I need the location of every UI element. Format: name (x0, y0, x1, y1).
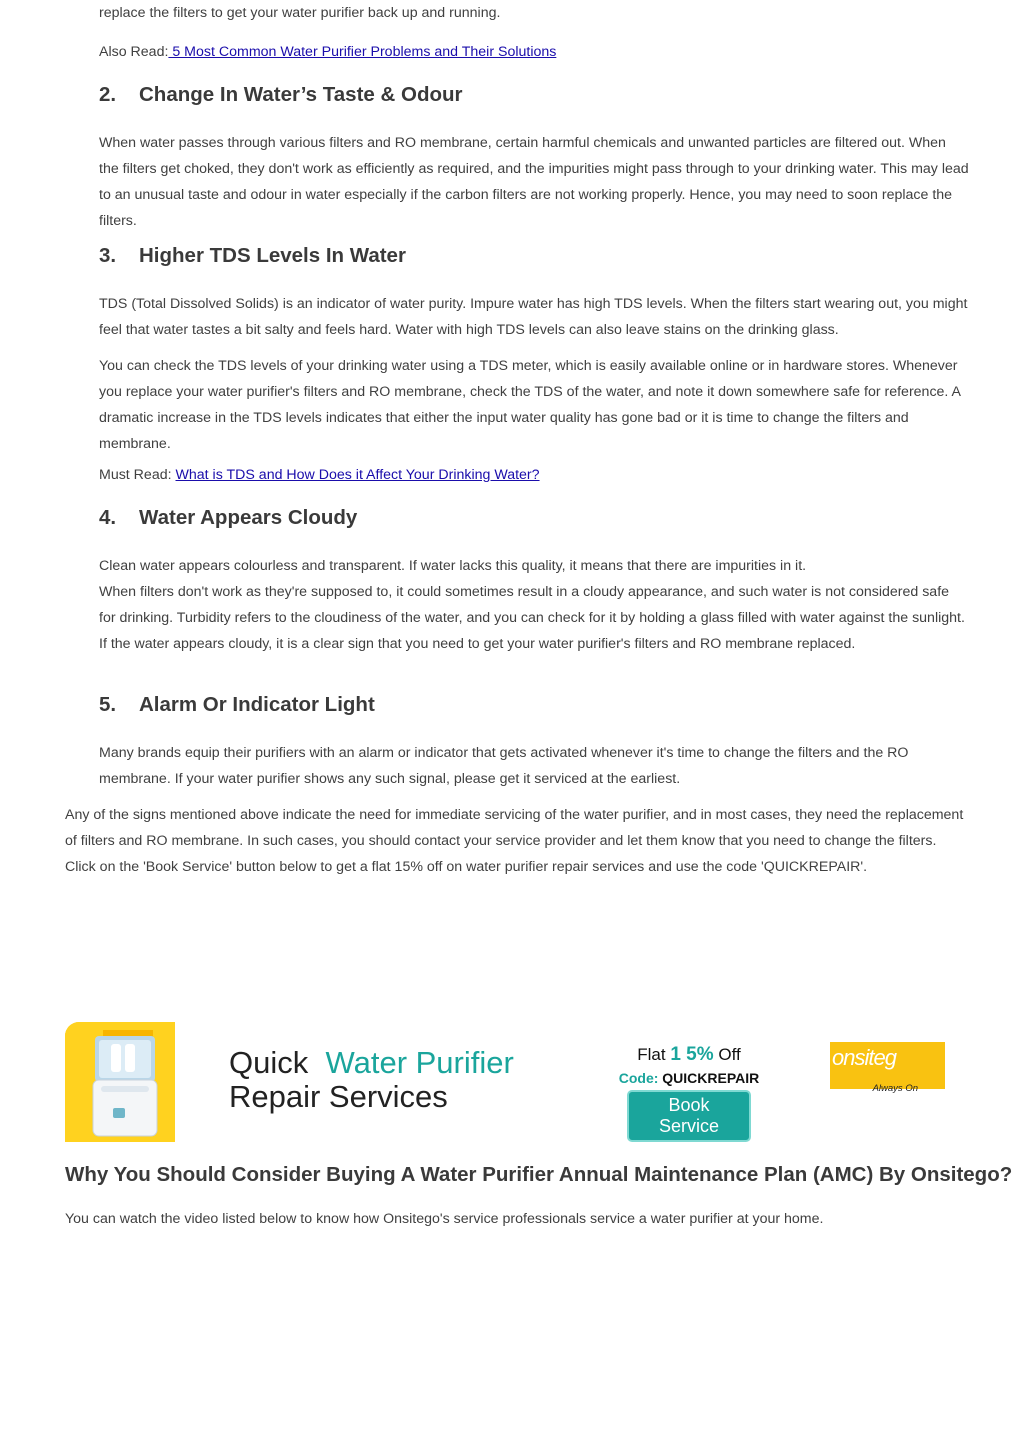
purifier-illustration (65, 1022, 175, 1142)
section-heading-tds (99, 244, 406, 268)
flat-label: Flat (637, 1045, 666, 1064)
banner-title-line2: Repair Services (229, 1079, 448, 1114)
also-read-label: Also Read: (99, 44, 169, 60)
code-value: QUICKREPAIR (662, 1070, 760, 1086)
logo-tagline: Always On (872, 1083, 918, 1094)
section-title: Change In Water’s Taste & Odour (139, 83, 463, 106)
section-number: 3. (99, 244, 117, 267)
water-purifier-image (65, 1022, 175, 1142)
flat-offer (604, 1044, 774, 1066)
discount-percent: 1 5% (670, 1044, 714, 1065)
also-read (99, 39, 969, 65)
off-label: Off (718, 1045, 741, 1064)
section-number: 2. (99, 83, 117, 106)
paragraph: TDS (Total Dissolved Solids) is an indicator of water purity. Impure water has high TDS levels. When the filters start wearing out, you might feel that water tastes a bit salty and feels hard. Water with high TDS levels can also leave stains on the drinking glass. (99, 296, 968, 338)
code-label: Code: (618, 1070, 659, 1086)
paragraph: When filters don't work as they're supposed to, it could sometimes result in a cloudy appearance, and such water is not considered safe for drinking. Turbidity refers to the cloudiness of the water, and you can check for it by holding a glass filled with water against the sunlight. If the water appears cloudy, it is a clear sign that you need to get your water purifier's filters and RO membrane replaced. (99, 584, 965, 652)
book-service-button[interactable]: Book Service (627, 1090, 751, 1142)
paragraph: Many brands equip their purifiers with an alarm or indicator that gets activated whenever it's time to change the filters and the RO membrane. If your water purifier shows any such signal, please get it serviced at the earliest. (99, 745, 909, 787)
amc-heading: Why You Should Consider Buying A Water Purifier Annual Maintenance Plan (AMC) By Onsitego? (65, 1163, 1013, 1186)
section-number: 4. (99, 506, 117, 529)
offer-block (604, 1044, 774, 1142)
banner-title-water-purifier: Water Purifier (325, 1045, 514, 1080)
intro-text: replace the filters to get your water purifier back up and running. (99, 5, 501, 21)
logo-text: onsiteg (832, 1045, 896, 1070)
banner-title (229, 1046, 514, 1114)
section-number: 5. (99, 693, 117, 716)
paragraph: You can check the TDS levels of your drinking water using a TDS meter, which is easily available online or in hardware stores. Whenever you replace your water purifier's filters and RO membrane, check the TDS of the water, and note it down somewhere safe for reference. A dramatic increase in the TDS levels indicates that either the input water quality has gone bad or it is time to change the filters and membrane. (99, 358, 961, 452)
must-read-link[interactable]: What is TDS and How Does it Affect Your Drinking Water? (175, 467, 540, 483)
must-read-label: Must Read: (99, 467, 176, 483)
section-title: Alarm Or Indicator Light (139, 693, 375, 716)
section-heading-cloudy (99, 506, 357, 530)
also-read-link[interactable]: 5 Most Common Water Purifier Problems and Their Solutions (168, 44, 557, 60)
section-title: Water Appears Cloudy (139, 506, 358, 529)
section-heading-taste (99, 83, 463, 107)
paragraph: Clean water appears colourless and transparent. If water lacks this quality, it means that there are impurities in it. (99, 558, 807, 574)
section-title: Higher TDS Levels In Water (139, 244, 406, 267)
banner-title-quick: Quick (229, 1045, 309, 1080)
must-read (99, 462, 969, 488)
amc-paragraph: You can watch the video listed below to know how Onsitego's service professionals service a water purifier at your home. (65, 1211, 824, 1227)
section-heading-alarm (99, 693, 375, 717)
paragraph: When water passes through various filters and RO membrane, certain harmful chemicals and unwanted particles are filtered out. When the filters get choked, they don't work as efficiently as required, and the impurities might pass through to your drinking water. This may lead to an unusual taste and odour in water especially if the carbon filters are not working properly. Hence, you may need to soon replace the filters. (99, 135, 969, 229)
promo-code (604, 1070, 774, 1086)
onsitego-logo (830, 1042, 945, 1094)
conclusion-paragraph: Any of the signs mentioned above indicate the need for immediate servicing of the water purifier, and in most cases, they need the replacement of filters and RO membrane. In such cases, you should contact your service provider and let them know that you need to change the filters. Click on the 'Book Service' button below to get a flat 15% off on water purifier repair services and use the code 'QUICKREPAIR'. (65, 807, 964, 875)
